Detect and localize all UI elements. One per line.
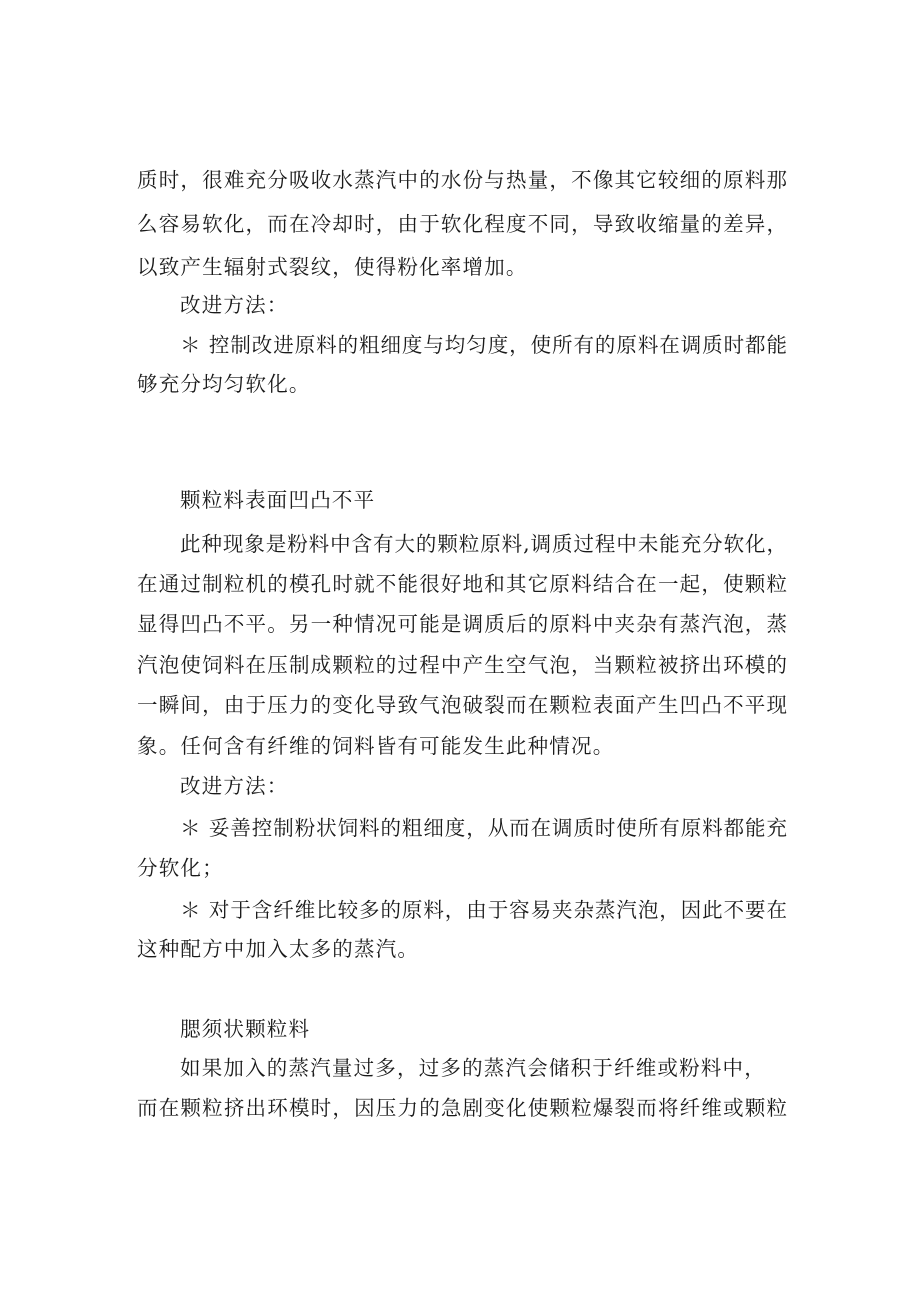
- section-heading: 腮须状颗粒料: [180, 1017, 311, 1041]
- paragraph-line: 此种现象是粉料中含有大的颗粒原料,调质过程中未能充分软化，: [180, 532, 787, 556]
- bullet-line: ＊ 对于含纤维比较多的原料，由于容易夹杂蒸汽泡，因此不要在: [180, 898, 787, 922]
- paragraph-line: 以致产生辐射式裂纹，使得粉化率增加。: [137, 255, 528, 279]
- paragraph-line: 如果加入的蒸汽量过多，过多的蒸汽会储积于纤维或粉料中，: [180, 1056, 766, 1080]
- fix-method-label: 改进方法：: [180, 774, 289, 798]
- fix-method-label: 改进方法：: [180, 293, 289, 317]
- paragraph-line: 显得凹凸不平。另一种情况可能是调质后的原料中夹杂有蒸汽泡，蒸: [137, 612, 787, 636]
- bullet-line: ＊ 妥善控制粉状饲料的粗细度，从而在调质时使所有原料都能充: [180, 816, 787, 840]
- paragraph-line: 汽泡使饲料在压制成颗粒的过程中产生空气泡，当颗粒被挤出环模的: [137, 653, 787, 677]
- section-heading: 颗粒料表面凹凸不平: [180, 488, 376, 512]
- paragraph-line: 么容易软化，而在冷却时，由于软化程度不同，导致收缩量的差异，: [137, 212, 787, 236]
- bullet-line: 够充分均匀软化。: [137, 372, 311, 396]
- bullet-line: 这种配方中加入太多的蒸汽。: [137, 937, 420, 961]
- paragraph-line: 象。任何含有纤维的饲料皆有可能发生此种情况。: [137, 734, 615, 758]
- bullet-line: ＊ 控制改进原料的粗细度与均匀度，使所有的原料在调质时都能: [180, 333, 787, 357]
- paragraph-line: 一瞬间，由于压力的变化导致气泡破裂而在颗粒表面产生凹凸不平现: [137, 693, 787, 717]
- paragraph-line: 在通过制粒机的模孔时就不能很好地和其它原料结合在一起，使颗粒: [137, 572, 787, 596]
- paragraph-line: 而在颗粒挤出环模时，因压力的急剧变化使颗粒爆裂而将纤维或颗粒: [137, 1096, 787, 1120]
- bullet-line: 分软化；: [137, 856, 224, 880]
- paragraph-line: 质时，很难充分吸收水蒸汽中的水份与热量，不像其它较细的原料那: [137, 168, 787, 192]
